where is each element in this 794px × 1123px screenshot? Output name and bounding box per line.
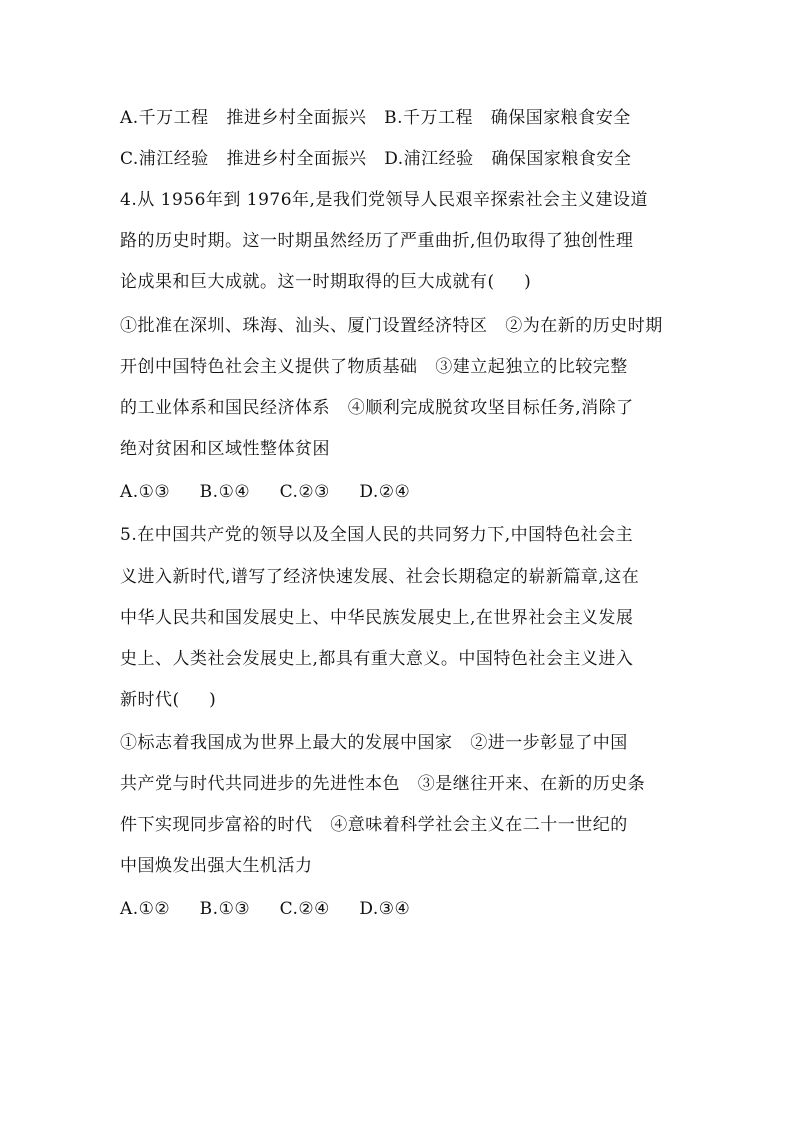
q4-stem-line-1: 4.从 1956年到 1976年,是我们党领导人民艰辛探索社会主义建设道 bbox=[120, 190, 648, 210]
q5-statement-line-3: 件下实现同步富裕的时代 ④意味着科学社会主义在二十一世纪的 bbox=[120, 815, 628, 835]
q5-statement-line-4: 中国焕发出强大生机活力 bbox=[120, 856, 313, 876]
q5-stem-line-3: 中华人民共和国发展史上、中华民族发展史上,在世界社会主义发展 bbox=[120, 608, 634, 628]
q4-stem-line-3: 论成果和巨大成就。这一时期取得的巨大成就有( ) bbox=[120, 272, 532, 292]
q4-statement-line-1: ①批准在深圳、珠海、汕头、厦门设置经济特区 ②为在新的历史时期 bbox=[120, 316, 663, 336]
q5-stem-line-2: 义进入新时代,谱写了经济快速发展、社会长期稳定的崭新篇章,这在 bbox=[120, 567, 640, 587]
q4-statement-line-4: 绝对贫困和区域性整体贫困 bbox=[120, 439, 330, 459]
q5-statement-line-2: 共产党与时代共同进步的先进性本色 ③是继往开来、在新的历史条 bbox=[120, 774, 646, 794]
q4-statement-line-3: 的工业体系和国民经济体系 ④顺利完成脱贫攻坚目标任务,消除了 bbox=[120, 398, 634, 418]
q4-statement-line-2: 开创中国特色社会主义提供了物质基础 ③建立起独立的比较完整 bbox=[120, 357, 628, 377]
q5-stem-line-1: 5.在中国共产党的领导以及全国人民的共同努力下,中国特色社会主 bbox=[120, 525, 634, 545]
q5-stem-line-5: 新时代( ) bbox=[120, 690, 217, 710]
q3-options-row-2: C.浦江经验 推进乡村全面振兴 D.浦江经验 确保国家粮食安全 bbox=[120, 149, 632, 169]
q5-stem-line-4: 史上、人类社会发展史上,都具有重大意义。中国特色社会主义进入 bbox=[120, 649, 634, 669]
q5-options: A.①② B.①③ C.②④ D.③④ bbox=[120, 899, 411, 919]
q3-options-row-1: A.千万工程 推进乡村全面振兴 B.千万工程 确保国家粮食安全 bbox=[120, 108, 631, 128]
q4-stem-line-2: 路的历史时期。这一时期虽然经历了严重曲折,但仍取得了独创性理 bbox=[120, 231, 634, 251]
q5-statement-line-1: ①标志着我国成为世界上最大的发展中国家 ②进一步彰显了中国 bbox=[120, 733, 628, 753]
q4-options: A.①③ B.①④ C.②③ D.②④ bbox=[120, 482, 411, 502]
